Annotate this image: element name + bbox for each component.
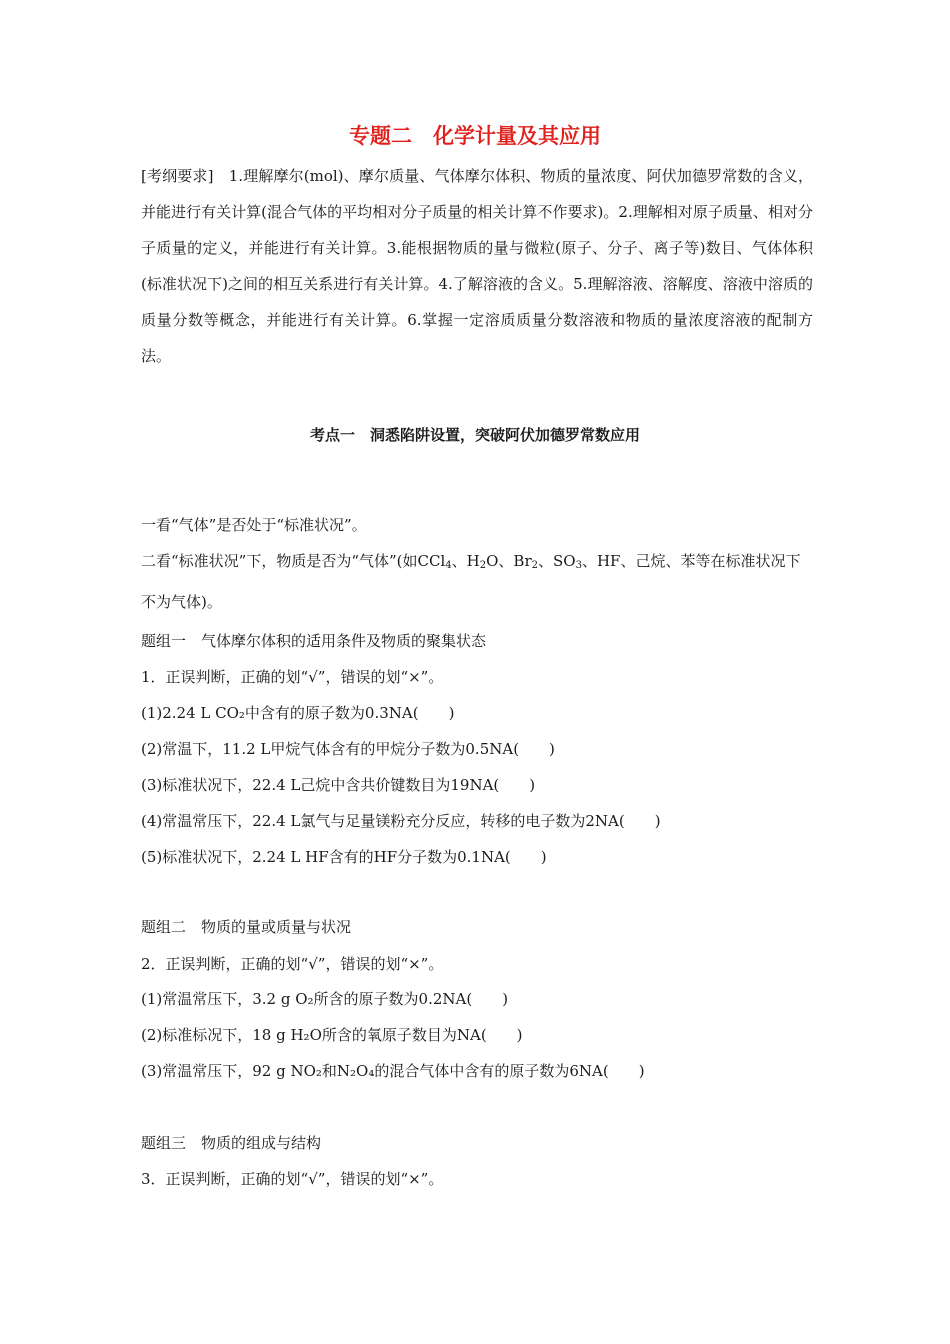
section-heading: 考点一 洞悉陷阱设置，突破阿伏加德罗常数应用 xyxy=(309,426,640,444)
tip-second-prefix: 二看“标准状况”下，物质是否为“气体”(如CCl xyxy=(141,552,446,570)
group3-heading: 题组三 物质的组成与结构 xyxy=(141,1134,322,1152)
group2-question: 2．正误判断，正确的划“√”，错误的划“×”。 xyxy=(141,955,444,973)
group2-item-3: (3)常温常压下，92 g NO₂和N₂O₄的混合气体中含有的原子数为6NA( ) xyxy=(141,1062,645,1080)
group2-heading: 题组二 物质的量或质量与状况 xyxy=(141,918,352,936)
group3-question: 3．正误判断，正确的划“√”，错误的划“×”。 xyxy=(141,1170,444,1188)
group2-item-2: (2)标准标况下，18 g H₂O所含的氧原子数目为NA( ) xyxy=(141,1026,523,1044)
group1-item-3: (3)标准状况下，22.4 L己烷中含共价键数目为19NA( ) xyxy=(141,776,536,794)
group1-item-5: (5)标准状况下，2.24 L HF含有的HF分子数为0.1NA( ) xyxy=(141,848,547,866)
group1-item-2: (2)常温下，11.2 L甲烷气体含有的甲烷分子数为0.5NA( ) xyxy=(141,740,555,758)
tip-first: 一看“气体”是否处于“标准状况”。 xyxy=(141,516,367,534)
group1-item-1: (1)2.24 L CO₂中含有的原子数为0.3NA( ) xyxy=(141,704,455,722)
tip-second: 二看“标准状况”下，物质是否为“气体”(如CCl$_4$、$H_2O$、$Br_2$、$SO_3$、HF、己烷、苯等在标准状况下不为气体)。 xyxy=(141,552,801,611)
group2-item-1: (1)常温常压下，3.2 g O₂所含的原子数为0.2NA( ) xyxy=(141,990,509,1008)
tip-second-suffix: 、己烷、苯等在标准状况下不为气体)。 xyxy=(141,552,801,611)
group1-item-4: (4)常温常压下，22.4 L氯气与足量镁粉充分反应，转移的电子数为2NA( ) xyxy=(141,812,661,830)
group1-question: 1．正误判断，正确的划“√”，错误的划“×”。 xyxy=(141,668,444,686)
exam-requirements: [考纲要求] 1.理解摩尔(mol)、摩尔质量、气体摩尔体积、物质的量浓度、阿伏加德罗常数的含义，并能进行有关计算(混合气体的平均相对分子质量的相关计算不作要求)。2.理解相对原子质量、相对分子质量的定义，并能进行有关计算。3.能根据物质的量与微粒(原子、分子、离子等)数目、气体体积(标准状况下)之间的相互关系进行有关计算。4.了解溶液的含义。5.理解溶液、溶解度、溶液中溶质的质量分数等概念，并能进行有关计算。6.掌握一定溶质质量分数溶液和物质的量浓度溶液的配制方法。 xyxy=(141,167,813,365)
group1-heading: 题组一 气体摩尔体积的适用条件及物质的聚集状态 xyxy=(141,632,487,650)
page-title: 专题二 化学计量及其应用 xyxy=(349,124,601,148)
